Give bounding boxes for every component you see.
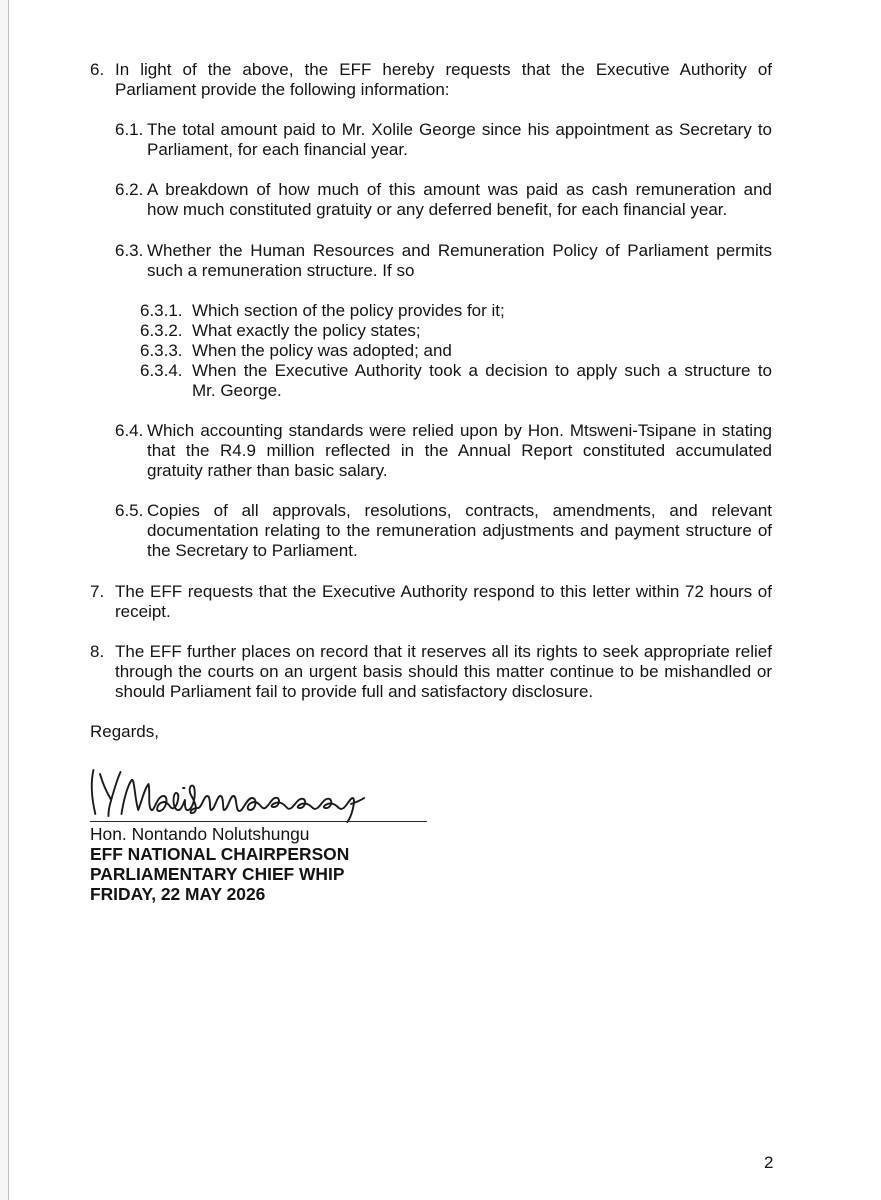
item-text — [147, 120, 772, 160]
letter-date: FRIDAY, 22 MAY 2026 — [90, 884, 266, 905]
item-text — [147, 421, 772, 481]
handwritten-signature — [86, 758, 366, 826]
item-text — [147, 501, 772, 561]
item-number: 6.3. — [115, 240, 144, 260]
item-text — [192, 301, 772, 321]
paragraph-6-3-3 — [140, 341, 772, 361]
paragraph-6-3 — [115, 241, 772, 281]
item-text-line: Which accounting standards were relied upon by Hon. Mtsweni-Tsipane in stating — [147, 421, 772, 441]
item-text-line: When the policy was adopted; and — [192, 340, 452, 360]
item-number: 8. — [90, 641, 105, 661]
paragraph-6-5 — [115, 501, 772, 561]
item-text — [147, 241, 772, 281]
item-text — [115, 582, 772, 622]
item-text — [115, 60, 772, 100]
item-text-line: When the Executive Authority took a decision to apply such a structure to — [192, 360, 772, 380]
paragraph-6-3-2 — [140, 321, 772, 341]
item-number: 7. — [90, 581, 105, 601]
item-text-line: gratuity rather than basic salary. — [147, 461, 388, 481]
item-text — [192, 361, 772, 401]
paragraph-6-2 — [115, 180, 772, 220]
paragraph-6-4 — [115, 421, 772, 481]
item-text-line: The EFF further places on record that it reserves all its rights to seek appropriate relief — [115, 641, 772, 661]
item-text — [192, 341, 772, 361]
item-number: 6.2. — [115, 180, 144, 200]
item-text-line: Parliament provide the following information: — [115, 80, 450, 100]
item-number: 6.3.2. — [140, 320, 183, 340]
item-text-line: What exactly the policy states; — [192, 320, 421, 340]
item-text-line: that the R4.9 million reflected in the Annual Report constituted accumulated — [147, 441, 772, 461]
paragraph-6 — [90, 60, 772, 100]
signature-line — [90, 821, 427, 822]
signatory-role: PARLIAMENTARY CHIEF WHIP — [90, 864, 345, 885]
paragraph-7 — [90, 582, 772, 622]
paragraph-6-3-4 — [140, 361, 772, 401]
item-number: 6.3.3. — [140, 340, 183, 360]
item-text-line: The total amount paid to Mr. Xolile George since his appointment as Secretary to — [147, 120, 772, 140]
paragraph-6-3-1 — [140, 301, 772, 321]
letter-body — [90, 60, 772, 742]
item-text-line: Whether the Human Resources and Remuneration Policy of Parliament permits — [147, 240, 772, 260]
item-text-line: such a remuneration structure. If so — [147, 260, 415, 280]
item-text-line: receipt. — [115, 601, 171, 621]
page-edge-line — [8, 0, 9, 1200]
page-edge — [0, 0, 8, 1200]
item-text-line: Mr. George. — [192, 380, 282, 400]
item-text-line: In light of the above, the EFF hereby requests that the Executive Authority of — [115, 60, 772, 79]
signatory-name: Hon. Nontando Nolutshungu — [90, 824, 310, 844]
item-number: 6.3.4. — [140, 360, 183, 380]
item-text — [115, 642, 772, 702]
item-number: 6.1. — [115, 120, 144, 140]
item-text-line: A breakdown of how much of this amount was paid as cash remuneration and — [147, 180, 772, 200]
item-text-line: Which section of the policy provides for it; — [192, 300, 505, 320]
item-text — [192, 321, 772, 341]
item-text-line: The EFF requests that the Executive Authority respond to this letter within 72 hours of — [115, 581, 772, 601]
item-number: 6.3.1. — [140, 300, 183, 320]
item-number: 6.5. — [115, 501, 144, 521]
item-text-line: Parliament, for each financial year. — [147, 140, 408, 160]
closing-salutation: Regards, — [90, 721, 159, 741]
item-text-line: documentation relating to the remuneration adjustments and payment structure of — [147, 521, 772, 541]
item-text-line: how much constituted gratuity or any deferred benefit, for each financial year. — [147, 200, 728, 220]
signatory-title: EFF NATIONAL CHAIRPERSON — [90, 844, 350, 865]
item-text-line: through the courts on an urgent basis should this matter continue to be mishandled or — [115, 661, 772, 681]
paragraph-8 — [90, 642, 772, 702]
item-text-line: the Secretary to Parliament. — [147, 541, 358, 561]
item-number: 6.4. — [115, 421, 144, 441]
item-text-line: should Parliament fail to provide full and satisfactory disclosure. — [115, 681, 594, 701]
item-number: 6. — [90, 60, 105, 79]
item-text — [147, 180, 772, 220]
page-number: 2 — [764, 1153, 774, 1172]
signatory-block — [90, 824, 349, 904]
item-text-line: Copies of all approvals, resolutions, contracts, amendments, and relevant — [147, 501, 772, 521]
paragraph-6-1 — [115, 120, 772, 160]
